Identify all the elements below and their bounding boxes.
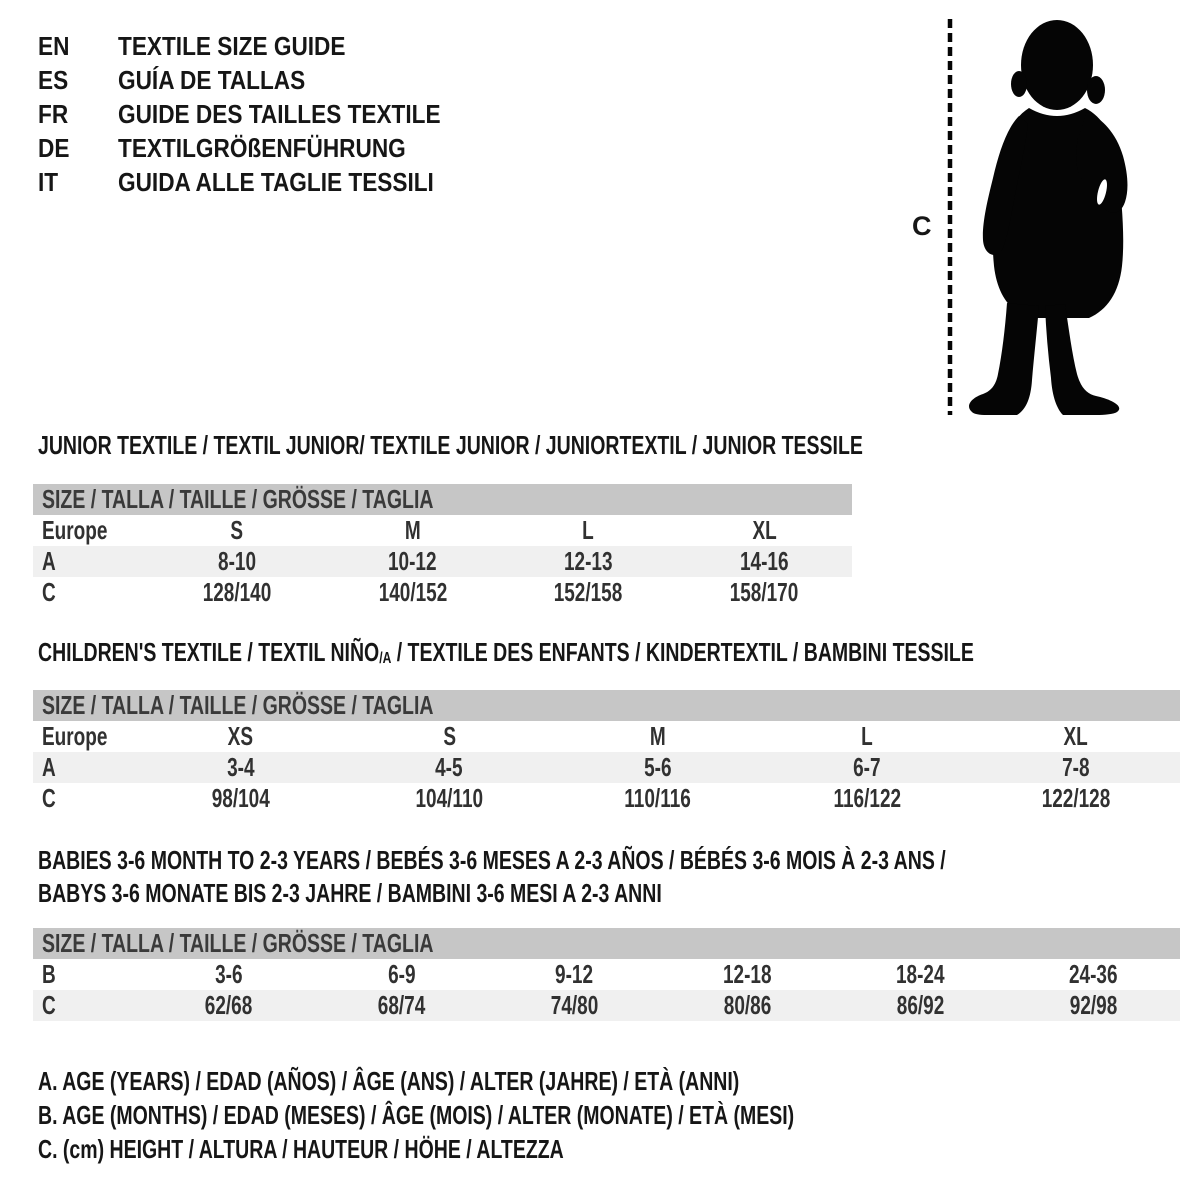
toddler-silhouette <box>969 20 1127 415</box>
children-section-title <box>38 638 1200 672</box>
table-row <box>33 783 1180 814</box>
junior-size-header-bar <box>33 484 852 515</box>
children-size-table <box>33 721 1180 814</box>
table-row <box>33 990 1180 1021</box>
table-row <box>33 721 1180 752</box>
language-title: GUIDE DES TAILLES TEXTILE <box>118 99 441 129</box>
table-cell: 6-9 <box>387 959 416 989</box>
row-label: C <box>42 577 56 607</box>
table-cell: L <box>860 721 873 751</box>
babies-size-header-bar <box>33 928 1180 959</box>
size-header-text: SIZE / TALLA / TAILLE / GRÖSSE / TAGLIA <box>42 928 434 958</box>
table-cell: 3-6 <box>214 959 243 989</box>
legend-line-b: B. AGE (MONTHS) / EDAD (MESES) / ÂGE (MOIS) / ALTER (MONATE) / ETÀ (MESI) <box>38 1100 795 1130</box>
table-cell: 8-10 <box>217 546 256 576</box>
row-label: Europe <box>42 721 108 751</box>
table-cell: 116/122 <box>832 783 901 813</box>
table-cell: 10-12 <box>388 546 437 576</box>
table-cell: S <box>230 515 244 545</box>
babies-section-title-line1: BABIES 3-6 MONTH TO 2-3 YEARS / BEBÉS 3-6 MESES A 2-3 AÑOS / BÉBÉS 3-6 MOIS À 2-3 ANS / <box>38 845 946 875</box>
table-cell: S <box>442 721 456 751</box>
height-measure-label: C <box>912 211 932 241</box>
table-row <box>33 577 852 608</box>
table-cell: XL <box>751 515 777 545</box>
table-row <box>33 959 1180 990</box>
legend-line-c: C. (cm) HEIGHT / ALTURA / HAUTEUR / HÖHE / ALTEZZA <box>38 1134 564 1164</box>
nino-a-subscript: /A <box>379 648 392 667</box>
table-cell: 5-6 <box>644 752 672 782</box>
row-label: C <box>42 783 56 813</box>
table-row <box>33 752 1180 783</box>
junior-size-table <box>33 515 852 608</box>
language-title: GUÍA DE TALLAS <box>118 65 306 95</box>
table-cell: 98/104 <box>211 783 270 813</box>
table-cell: 122/128 <box>1041 783 1110 813</box>
language-code: IT <box>38 167 59 197</box>
language-code: ES <box>38 65 69 95</box>
language-code: FR <box>38 99 69 129</box>
table-cell: 92/98 <box>1069 990 1118 1020</box>
table-cell: 110/116 <box>624 783 692 813</box>
table-cell: 152/158 <box>554 577 623 607</box>
table-cell: 158/170 <box>729 577 799 607</box>
table-cell: 12-13 <box>564 546 613 576</box>
row-label: A <box>42 752 56 782</box>
table-cell: 4-5 <box>435 752 463 782</box>
table-cell: 9-12 <box>555 959 594 989</box>
babies-section-title <box>38 846 1200 912</box>
row-label: B <box>42 959 56 989</box>
table-cell: 80/86 <box>723 990 772 1020</box>
table-cell: 24-36 <box>1069 959 1118 989</box>
language-title: GUIDA ALLE TAGLIE TESSILI <box>118 167 434 197</box>
table-cell: 104/110 <box>415 783 483 813</box>
children-size-header-bar <box>33 690 1180 721</box>
legend-line-a: A. AGE (YEARS) / EDAD (AÑOS) / ÂGE (ANS) / ALTER (JAHRE) / ETÀ (ANNI) <box>38 1066 740 1096</box>
table-cell: M <box>404 515 421 545</box>
size-header-text: SIZE / TALLA / TAILLE / GRÖSSE / TAGLIA <box>42 484 434 514</box>
row-label: Europe <box>42 515 108 545</box>
language-title: TEXTILE SIZE GUIDE <box>118 31 346 61</box>
table-cell: 6-7 <box>853 752 881 782</box>
table-cell: 12-18 <box>723 959 772 989</box>
table-cell: XL <box>1063 721 1088 751</box>
table-cell: 14-16 <box>739 546 789 576</box>
language-title: TEXTILGRÖßENFÜHRUNG <box>118 133 406 163</box>
table-cell: 3-4 <box>226 752 255 782</box>
table-cell: XS <box>227 721 254 751</box>
children-section-title-text: CHILDREN'S TEXTILE / TEXTIL NIÑO/A / TEXTILE DES ENFANTS / KINDERTEXTIL / BAMBINI TESSILE <box>38 637 974 667</box>
language-code: DE <box>38 133 70 163</box>
toddler-silhouette-figure <box>910 15 1140 420</box>
junior-section-title <box>38 431 1138 459</box>
table-cell: 18-24 <box>896 959 945 989</box>
table-cell: 140/152 <box>378 577 447 607</box>
table-cell: 7-8 <box>1061 752 1090 782</box>
table-cell: 68/74 <box>377 990 426 1020</box>
size-header-text: SIZE / TALLA / TAILLE / GRÖSSE / TAGLIA <box>42 690 434 720</box>
row-label: C <box>42 990 56 1020</box>
table-row <box>33 546 852 577</box>
table-cell: 86/92 <box>896 990 945 1020</box>
row-label: A <box>42 546 56 576</box>
table-cell: 62/68 <box>204 990 253 1020</box>
table-cell: L <box>582 515 595 545</box>
legend <box>38 1066 1046 1168</box>
table-cell: 74/80 <box>550 990 599 1020</box>
babies-section-title-line2: BABYS 3-6 MONATE BIS 2-3 JAHRE / BAMBINI 3-6 MESI A 2-3 ANNI <box>38 878 662 908</box>
junior-section-title-text: JUNIOR TEXTILE / TEXTIL JUNIOR/ TEXTILE JUNIOR / JUNIORTEXTIL / JUNIOR TESSILE <box>38 430 863 460</box>
table-cell: 128/140 <box>202 577 272 607</box>
table-row <box>33 515 852 546</box>
babies-size-table <box>33 959 1180 1021</box>
table-cell: M <box>650 721 666 751</box>
language-code: EN <box>38 31 70 61</box>
